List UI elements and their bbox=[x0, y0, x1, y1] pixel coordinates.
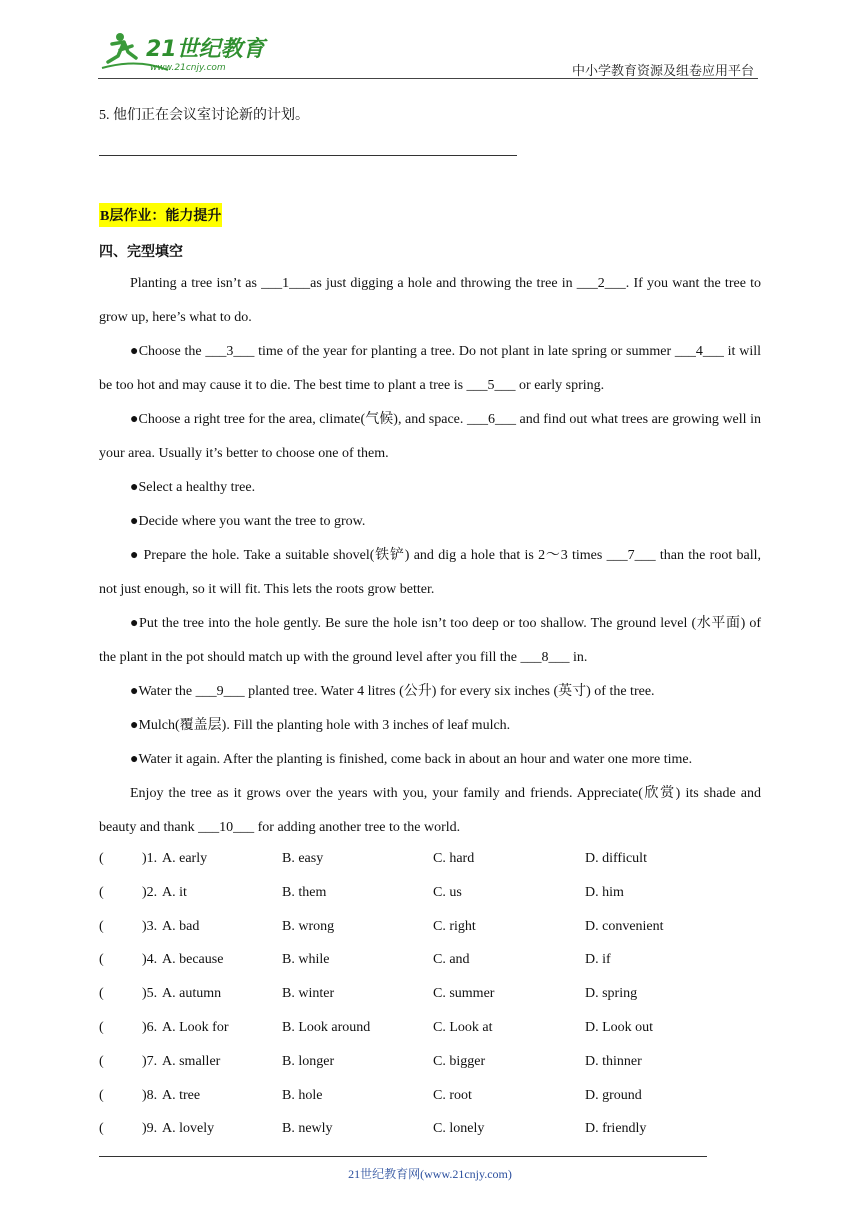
option-paren: ( bbox=[99, 952, 104, 968]
option-number: )1. bbox=[142, 851, 158, 866]
option-d: D. Look out bbox=[585, 1019, 654, 1035]
option-row bbox=[99, 1112, 761, 1146]
option-c: C. summer bbox=[433, 986, 495, 1002]
option-b: B. Look around bbox=[282, 1019, 371, 1035]
svg-text:21世纪教育: 21世纪教育 bbox=[146, 37, 265, 62]
option-b: B. newly bbox=[282, 1121, 333, 1137]
passage-paragraph: ● Prepare the hole. Take a suitable shovel(铁铲) and dig a hole that is 2～3 times ___7___ than the root ball, not just enough, so it will fit. This lets the roots grow better. bbox=[99, 548, 761, 597]
options-list bbox=[99, 842, 761, 1146]
passage-paragraph: ●Water it again. After the planting is finished, come back in about an hour and water one more time. bbox=[130, 752, 693, 767]
passage-paragraph: ●Choose the ___3___ time of the year for planting a tree. Do not plant in late spring or summer ___4___ it will be too hot and may cause it to die. The best time to plant a tree is ___5___ or early spring. bbox=[99, 344, 761, 393]
footer-link[interactable]: 21世纪教育网(www.21cnjy.com) bbox=[348, 1167, 512, 1181]
section-title: 四、完型填空 bbox=[99, 245, 183, 260]
option-row bbox=[99, 910, 761, 944]
option-b: B. hole bbox=[282, 1087, 323, 1103]
option-paren: ( bbox=[99, 1019, 104, 1035]
header-divider bbox=[98, 78, 758, 79]
option-a: A. autumn bbox=[162, 986, 222, 1002]
option-row bbox=[99, 977, 761, 1011]
option-d: D. friendly bbox=[585, 1121, 647, 1137]
option-row bbox=[99, 1079, 761, 1113]
option-number: )9. bbox=[142, 1121, 158, 1137]
option-paren: ( bbox=[99, 884, 104, 900]
passage-paragraph: Enjoy the tree as it grows over the years with you, your family and friends. Appreciate(欣赏) its shade and beauty and thank ___10___ for adding another tree to the world. bbox=[99, 786, 761, 835]
platform-name: 中小学教育资源及组卷应用平台 bbox=[571, 63, 754, 78]
option-paren: ( bbox=[99, 986, 104, 1002]
passage-paragraph: ●Water the ___9___ planted tree. Water 4 litres (公升) for every six inches (英寸) of the tree. bbox=[130, 684, 655, 699]
passage-paragraph: ●Choose a right tree for the area, climate(气候), and space. ___6___ and find out what trees are growing well in your area. Usually it’s better to choose one of them. bbox=[99, 412, 761, 461]
option-d: D. difficult bbox=[585, 851, 647, 866]
passage-paragraph: ●Mulch(覆盖层). Fill the planting hole with 3 inches of leaf mulch. bbox=[130, 718, 511, 733]
option-b: B. longer bbox=[282, 1053, 335, 1069]
option-d: D. if bbox=[585, 952, 611, 968]
option-c: C. and bbox=[433, 952, 470, 968]
option-paren: ( bbox=[99, 1121, 104, 1137]
option-paren: ( bbox=[99, 851, 104, 866]
answer-line bbox=[99, 155, 517, 156]
option-b: B. winter bbox=[282, 986, 335, 1002]
option-row bbox=[99, 876, 761, 910]
option-row bbox=[99, 842, 761, 876]
option-c: C. us bbox=[433, 884, 462, 900]
option-a: A. because bbox=[162, 952, 224, 968]
option-a: A. tree bbox=[162, 1087, 201, 1103]
option-number: )4. bbox=[142, 952, 158, 968]
option-row bbox=[99, 1045, 761, 1079]
option-c: C. root bbox=[433, 1087, 472, 1103]
option-paren: ( bbox=[99, 1053, 104, 1069]
passage-paragraph: ●Put the tree into the hole gently. Be sure the hole isn’t too deep or too shallow. The ground level (水平面) of the plant in the pot should match up with the ground level after you fill the ___8___ in. bbox=[99, 616, 761, 665]
option-d: D. thinner bbox=[585, 1053, 642, 1069]
svg-text:www.21cnjy.com: www.21cnjy.com bbox=[150, 63, 226, 73]
page-header bbox=[98, 28, 760, 78]
option-c: C. bigger bbox=[433, 1053, 486, 1069]
passage-paragraph: Planting a tree isn’t as ___1___as just digging a hole and throwing the tree in ___2___. If you want the tree to grow up, here’s what to do. bbox=[99, 276, 761, 325]
option-c: C. hard bbox=[433, 851, 475, 866]
option-d: D. him bbox=[585, 884, 624, 900]
site-logo bbox=[98, 28, 268, 76]
option-paren: ( bbox=[99, 918, 104, 934]
option-b: B. easy bbox=[282, 851, 324, 866]
option-d: D. convenient bbox=[585, 918, 664, 934]
option-number: )8. bbox=[142, 1087, 158, 1103]
option-row bbox=[99, 943, 761, 977]
option-a: A. bad bbox=[162, 918, 200, 934]
cloze-passage bbox=[99, 267, 761, 845]
option-number: )3. bbox=[142, 918, 158, 934]
option-c: C. Look at bbox=[433, 1019, 493, 1035]
option-a: A. early bbox=[162, 851, 208, 866]
option-a: A. smaller bbox=[162, 1053, 221, 1069]
option-d: D. ground bbox=[585, 1087, 642, 1103]
question-5: 5. 他们正在会议室讨论新的计划。 bbox=[99, 108, 309, 123]
option-d: D. spring bbox=[585, 986, 638, 1002]
option-paren: ( bbox=[99, 1087, 104, 1103]
option-a: A. lovely bbox=[162, 1121, 215, 1137]
option-number: )5. bbox=[142, 986, 158, 1002]
passage-paragraph: ●Decide where you want the tree to grow. bbox=[130, 514, 366, 529]
option-b: B. wrong bbox=[282, 918, 335, 934]
option-number: )7. bbox=[142, 1053, 158, 1069]
option-row bbox=[99, 1011, 761, 1045]
option-a: A. it bbox=[162, 884, 187, 900]
option-b: B. them bbox=[282, 884, 327, 900]
option-b: B. while bbox=[282, 952, 330, 968]
b-level-title: B层作业：能力提升 bbox=[99, 203, 222, 227]
option-c: C. right bbox=[433, 918, 476, 934]
option-number: )2. bbox=[142, 884, 158, 900]
footer-divider bbox=[99, 1156, 707, 1157]
option-c: C. lonely bbox=[433, 1121, 485, 1137]
option-a: A. Look for bbox=[162, 1019, 229, 1035]
option-number: )6. bbox=[142, 1019, 158, 1035]
passage-paragraph: ●Select a healthy tree. bbox=[130, 480, 256, 495]
